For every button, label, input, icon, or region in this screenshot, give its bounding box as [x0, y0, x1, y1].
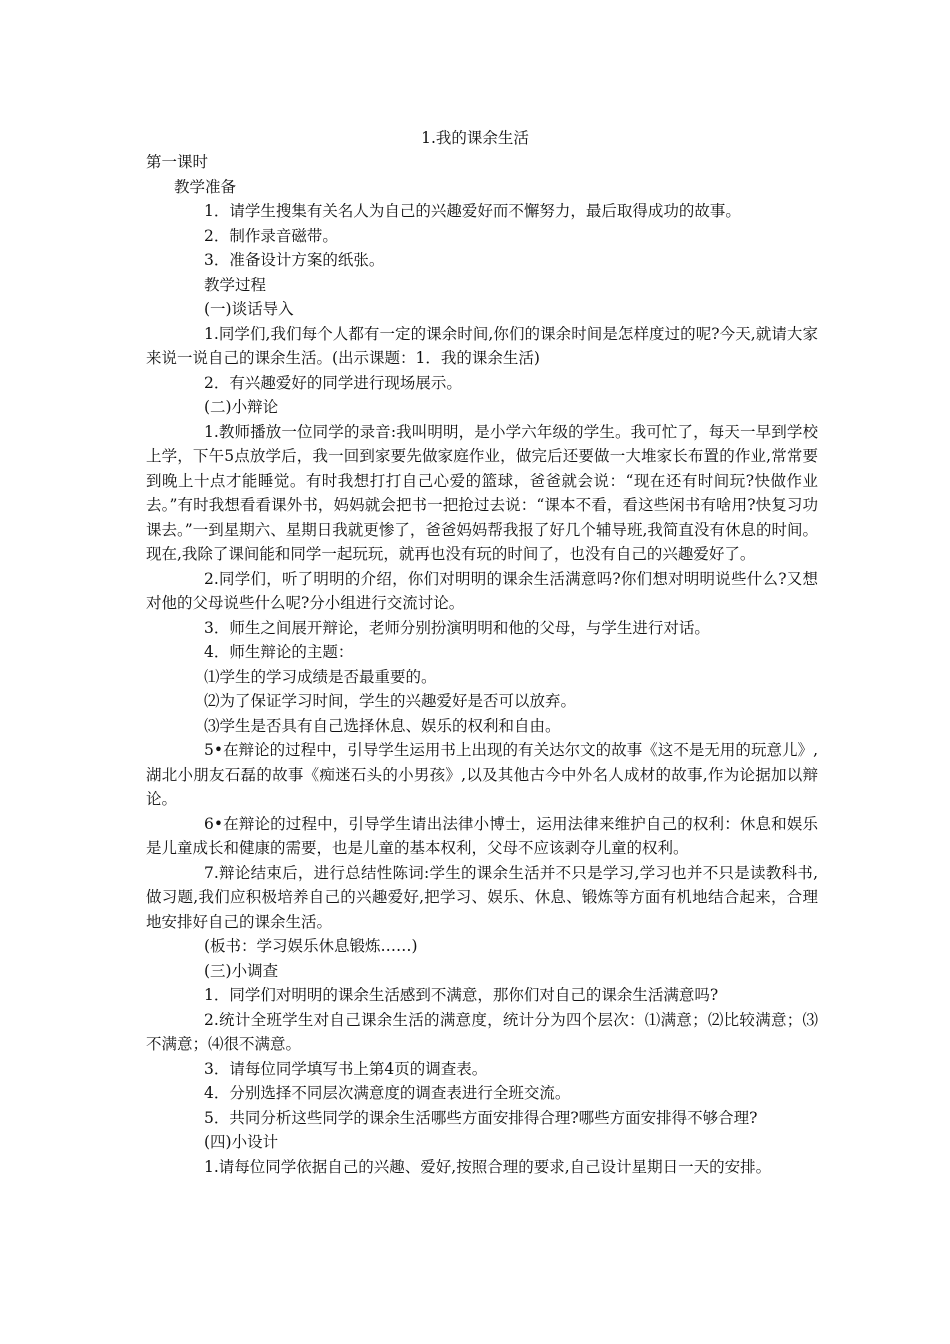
debate-topic: ⑵为了保证学习时间，学生的兴趣爱好是否可以放弃。: [204, 692, 577, 710]
lesson-label: 第一课时: [146, 153, 209, 171]
process-heading: 教学过程: [204, 275, 267, 294]
prep-item: 3．准备设计方案的纸张。: [204, 251, 385, 269]
section-heading: (四)小设计: [204, 1133, 279, 1151]
board-note: (板书：学习娱乐休息锻炼……): [204, 937, 418, 955]
section-heading: (三)小调查: [204, 961, 279, 980]
prep-item: 1．请学生搜集有关名人为自己的兴趣爱好而不懈努力，最后取得成功的故事。: [204, 202, 741, 220]
paragraph: 5•在辩论的过程中，引导学生运用书上出现的有关达尔文的故事《这不是无用的玩意儿》,湖北小朋友石磊的故事《痴迷石头的小男孩》,以及其他古今中外名人成材的故事,作为论据加以辩论。: [146, 741, 818, 808]
paragraph: 2.同学们，听了明明的介绍，你们对明明的课余生活满意吗?你们想对明明说些什么?又想对他的父母说些什么呢?分小组进行交流讨论。: [146, 569, 818, 612]
paragraph: 7.辩论结束后，进行总结性陈词:学生的课余生活并不只是学习,学习也并不只是读教科书,做习题,我们应积极培养自己的兴趣爱好,把学习、娱乐、休息、锻炼等方面有机地结合起来，合理地安排好自己的课余生活。: [146, 863, 818, 931]
paragraph: 5．共同分析这些同学的课余生活哪些方面安排得合理?哪些方面安排得不够合理?: [204, 1108, 758, 1127]
paragraph: 2．有兴趣爱好的同学进行现场展示。: [204, 373, 462, 392]
debate-topic: ⑴学生的学习成绩是否最重要的。: [204, 667, 437, 686]
document-title: 1.我的课余生活: [421, 129, 529, 147]
paragraph: 1.同学们,我们每个人都有一定的课余时间,你们的课余时间是怎样度过的呢?今天,就请大家来说一说自己的课余生活。(出示课题：1．我的课余生活): [146, 324, 818, 367]
paragraph: 4．师生辩论的主题：: [204, 643, 354, 661]
paragraph: 3．请每位同学填写书上第4页的调查表。: [204, 1059, 488, 1078]
paragraph: 1.教师播放一位同学的录音:我叫明明，是小学六年级的学生。我可忙了，每天一早到学校上学，下午5点放学后，我一回到家要先做家庭作业，做完后还要做一大堆家长布置的作业,常常要到晚上十点才能睡觉。有时我想打打自己心爱的篮球，爸爸就会说：“现在还有时间玩?快做作业去。”有时我想看看课外书，妈妈就会把书一把抢过去说：“课本不看，看这些闲书有啥用?快复习功课去。”一到星期六、星期日我就更惨了，爸爸妈妈帮我报了好几个辅导班,我简直没有休息的时间。现在,我除了课间能和同学一起玩玩，就再也没有玩的时间了，也没有自己的兴趣爱好了。: [146, 422, 818, 563]
prep-item: 2．制作录音磁带。: [204, 226, 338, 245]
paragraph: 1．同学们对明明的课余生活感到不满意，那你们对自己的课余生活满意吗?: [204, 986, 719, 1004]
document-body: [146, 150, 818, 1179]
paragraph: 3．师生之间展开辩论，老师分别扮演明明和他的父母，与学生进行对话。: [204, 618, 710, 637]
section-heading: (一)谈话导入: [204, 300, 294, 318]
paragraph: 1.请每位同学依据自己的兴趣、爱好,按照合理的要求,自己设计星期日一天的安排。: [204, 1157, 772, 1176]
paragraph: 4．分别选择不同层次满意度的调查表进行全班交流。: [204, 1084, 571, 1102]
paragraph: 2.统计全班学生对自己课余生活的满意度，统计分为四个层次：⑴满意；⑵比较满意；⑶不满意；⑷很不满意。: [146, 1010, 818, 1053]
debate-topic: ⑶学生是否具有自己选择休息、娱乐的权利和自由。: [204, 716, 561, 735]
paragraph: 6•在辩论的过程中，引导学生请出法律小博士，运用法律来维护自己的权利：休息和娱乐是儿童成长和健康的需要，也是儿童的基本权利，父母不应该剥夺儿童的权利。: [146, 814, 818, 857]
section-heading: (二)小辩论: [204, 398, 279, 416]
prep-heading: 教学准备: [174, 177, 237, 196]
